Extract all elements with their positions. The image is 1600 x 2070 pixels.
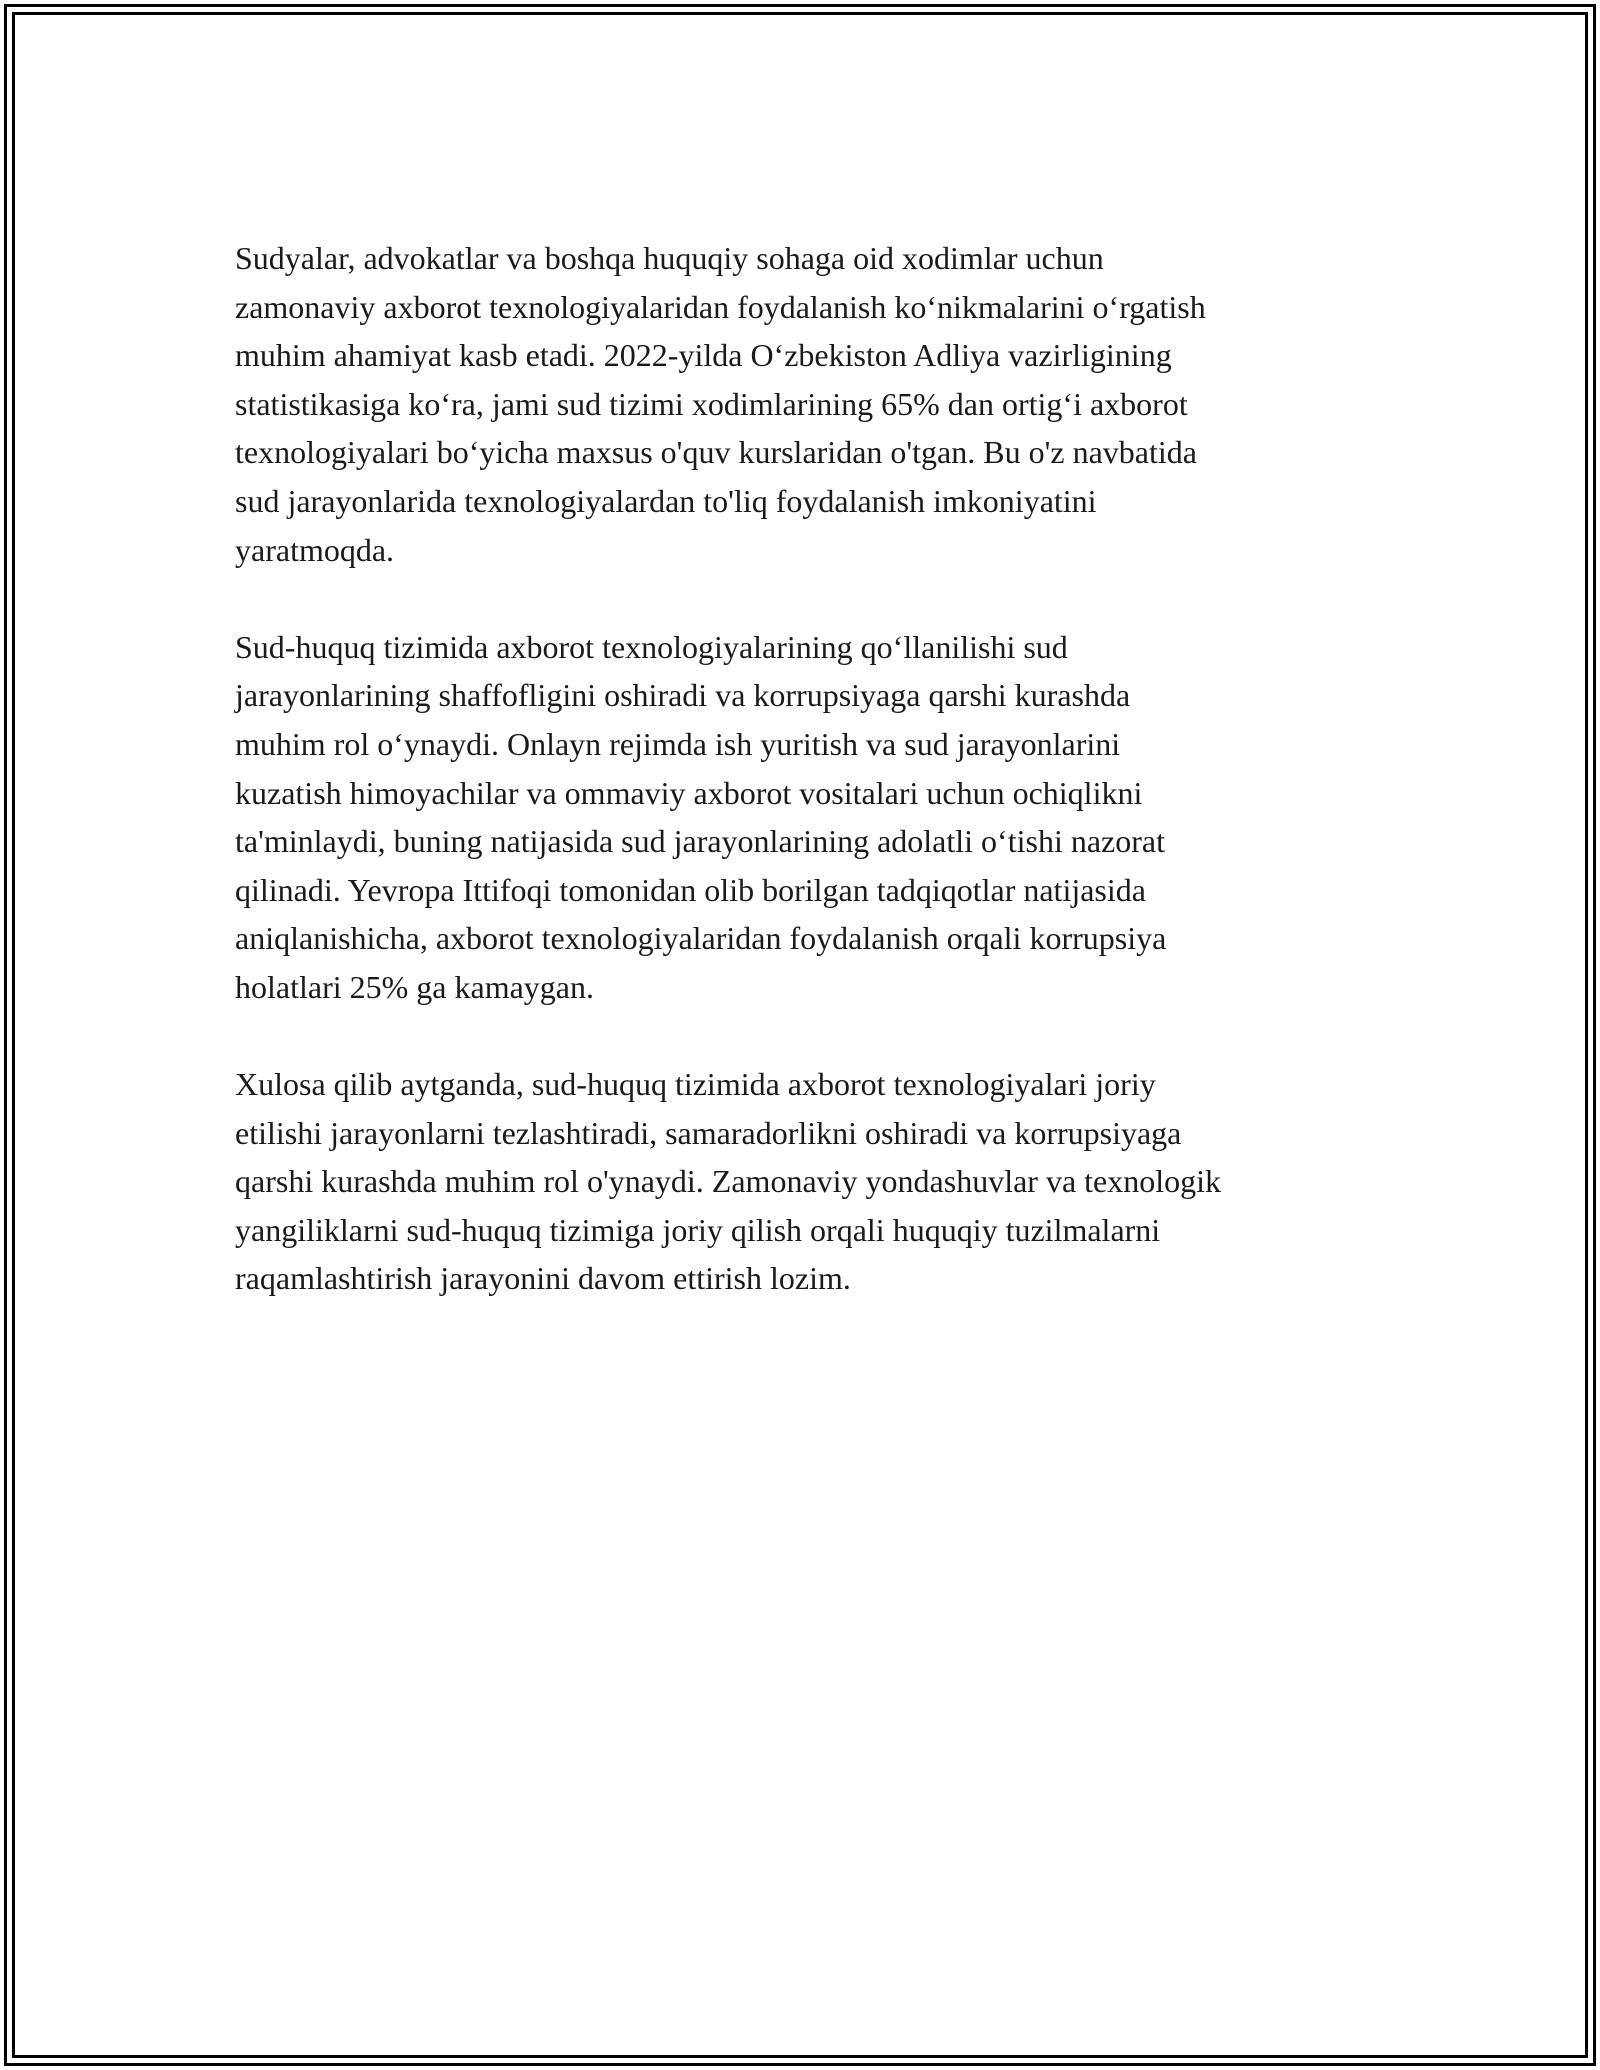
text-line: qilinadi. Yevropa Ittifoqi tomonidan olib borilgan tadqiqotlar natijasida	[235, 871, 1146, 908]
document-body	[235, 234, 1375, 1352]
text-line: sud jarayonlarida texnologiyalardan to'liq foydalanish imkoniyatini	[235, 482, 1097, 519]
text-line: Sudyalar, advokatlar va boshqa huquqiy sohaga oid xodimlar uchun	[235, 240, 1104, 276]
text-line: zamonaviy axborot texnologiyalaridan foydalanish ko‘nikmalarini o‘rgatish	[235, 288, 1206, 325]
text-line: muhim ahamiyat kasb etadi. 2022-yilda O‘zbekiston Adliya vazirligining	[235, 337, 1172, 374]
text-line: etilishi jarayonlarni tezlashtiradi, samaradorlikni oshiradi va korrupsiyaga	[235, 1114, 1182, 1151]
text-line: Xulosa qilib aytganda, sud-huquq tizimida axborot texnologiyalari joriy	[235, 1066, 1156, 1103]
text-line: yangiliklarni sud-huquq tizimiga joriy qilish orqali huquqiy tuzilmalarni	[235, 1211, 1161, 1248]
text-line: yaratmoqda.	[235, 531, 395, 568]
text-line: raqamlashtirish jarayonini davom ettirish lozim.	[235, 1260, 851, 1297]
text-line: texnologiyalari bo‘yicha maxsus o'quv kurslaridan o'tgan. Bu o'z navbatida	[235, 434, 1197, 471]
text-line: qarshi kurashda muhim rol o'ynaydi. Zamonaviy yondashuvlar va texnologik	[235, 1163, 1222, 1200]
text-line: muhim rol o‘ynaydi. Onlayn rejimda ish yuritish va sud jarayonlarini	[235, 725, 1121, 762]
paragraph-1	[235, 234, 1375, 574]
text-line: jarayonlarining shaffofligini oshiradi va korrupsiyaga qarshi kurashda	[235, 677, 1131, 714]
text-line: statistikasiga ko‘ra, jami sud tizimi xodimlarining 65% dan ortig‘i axborot	[235, 385, 1188, 422]
text-line: holatlari 25% ga kamaygan.	[235, 968, 594, 1005]
paragraph-2	[235, 623, 1375, 1012]
text-line: kuzatish himoyachilar va ommaviy axborot vositalari uchun ochiqlikni	[235, 774, 1143, 811]
text-line: Sud-huquq tizimida axborot texnologiyalarining qo‘llanilishi sud	[235, 628, 1068, 665]
text-line: aniqlanishicha, axborot texnologiyalaridan foydalanish orqali korrupsiya	[235, 920, 1167, 957]
paragraph-3	[235, 1060, 1375, 1303]
text-line: ta'minlaydi, buning natijasida sud jarayonlarining adolatli o‘tishi nazorat	[235, 823, 1165, 860]
